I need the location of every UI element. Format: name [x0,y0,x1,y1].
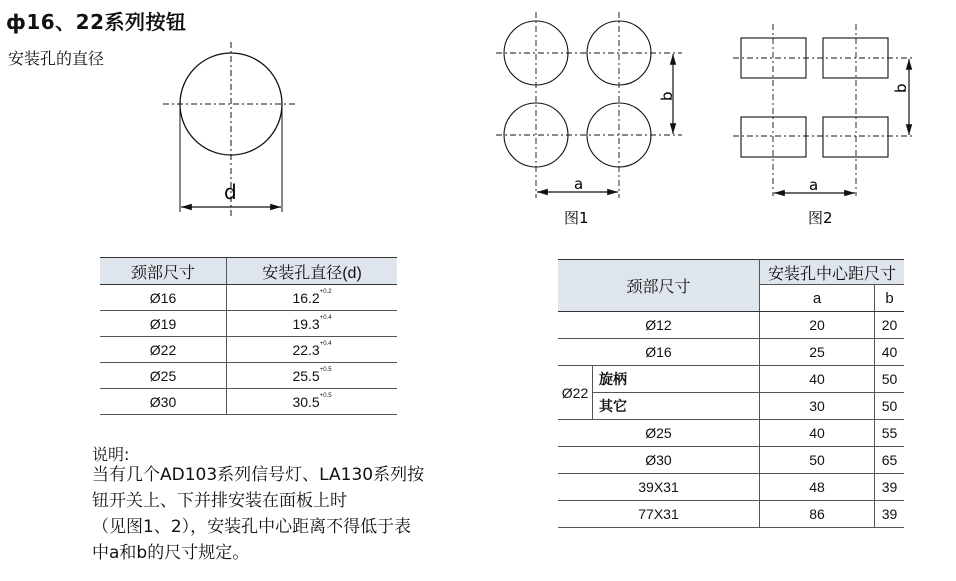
distance-a-cell: 40 [759,420,874,447]
distance-a-cell: 30 [759,393,874,420]
notes-text [92,462,492,566]
table-row [558,312,904,339]
distance-b-cell: 65 [874,447,904,474]
figure2-caption: 图2 [808,209,833,227]
page-title: ф16、22系列按钮 [6,10,187,34]
distance-b-cell: 50 [874,393,904,420]
dimension-a-label-fig2: a [809,176,819,194]
sub-type-cell: 旋柄 [593,366,760,393]
table2-header-neck: 颈部尺寸 [558,260,759,312]
sub-type-cell: 其它 [593,393,760,420]
table-row [558,366,904,393]
neck-size-cell: Ø16 [558,339,759,366]
notes-heading: 说明: [92,445,130,464]
neck-size-cell: Ø25 [100,363,227,389]
neck-size-cell: Ø22 [558,366,593,420]
distance-a-cell: 50 [759,447,874,474]
notes-line: 钮开关上、下并排安装在面板上时 [92,491,347,511]
tolerance-value: +0.4 [319,314,332,321]
table-row [100,285,397,311]
dimension-a-label-fig1: a [574,175,584,193]
table-row [100,311,397,337]
notes-line: （见图1、2），安装孔中心距离不得低于表 [92,517,412,537]
table2-header-group: 安装孔中心距尺寸 [759,260,904,285]
table-row [558,501,904,528]
table-row [100,363,397,389]
notes-line: 当有几个AD103系列信号灯、LA130系列按 [92,465,425,485]
table-row [558,339,904,366]
neck-size-cell: Ø22 [100,337,227,363]
diameter-value: 22.3 [292,341,320,358]
diameter-cell [227,337,398,363]
distance-a-cell: 86 [759,501,874,528]
neck-size-cell: Ø19 [100,311,227,337]
hole-diameter-table [100,257,397,415]
table-row [100,389,397,415]
distance-b-cell: 39 [874,501,904,528]
diameter-value: 25.5 [292,367,320,384]
dimension-d-label: d [224,180,237,204]
dimension-b-label-fig1: b [658,91,676,101]
diameter-value: 16.2 [292,289,320,306]
neck-size-cell: Ø30 [100,389,227,415]
tolerance-value: +0.5 [319,366,332,373]
table1-header-diameter: 安装孔直径(d) [227,258,398,285]
table1-header-neck: 颈部尺寸 [100,258,227,285]
distance-b-cell: 20 [874,312,904,339]
distance-b-cell: 39 [874,474,904,501]
diameter-value: 30.5 [292,393,320,410]
tolerance-value: +0.5 [319,392,332,399]
neck-size-cell: Ø25 [558,420,759,447]
neck-size-cell: 39X31 [558,474,759,501]
table-row [558,447,904,474]
neck-size-cell: 77X31 [558,501,759,528]
section-subtitle: 安装孔的直径 [8,49,105,68]
table2-header-a: a [759,285,874,312]
tolerance-value: +0.4 [319,340,332,347]
diameter-cell [227,311,398,337]
neck-size-cell: Ø16 [100,285,227,311]
diameter-value: 19.3 [292,315,320,332]
table-row [558,393,904,420]
distance-a-cell: 20 [759,312,874,339]
figure1-caption: 图1 [564,209,589,227]
table2-header-b: b [874,285,904,312]
distance-a-cell: 48 [759,474,874,501]
notes-line: 中a和b的尺寸规定。 [92,543,250,563]
figure2-drawing [733,24,915,196]
diameter-cell [227,285,398,311]
neck-size-cell: Ø12 [558,312,759,339]
figure1-drawing [496,12,682,198]
distance-b-cell: 40 [874,339,904,366]
distance-b-cell: 50 [874,366,904,393]
distance-b-cell: 55 [874,420,904,447]
dimension-b-label-fig2: b [892,83,910,93]
tolerance-value: +0.2 [319,288,332,295]
diameter-cell [227,363,398,389]
distance-a-cell: 25 [759,339,874,366]
neck-size-cell: Ø30 [558,447,759,474]
table-row [558,474,904,501]
center-distance-table [558,259,904,528]
distance-a-cell: 40 [759,366,874,393]
diameter-cell [227,389,398,415]
table-row [100,337,397,363]
table-row [558,420,904,447]
